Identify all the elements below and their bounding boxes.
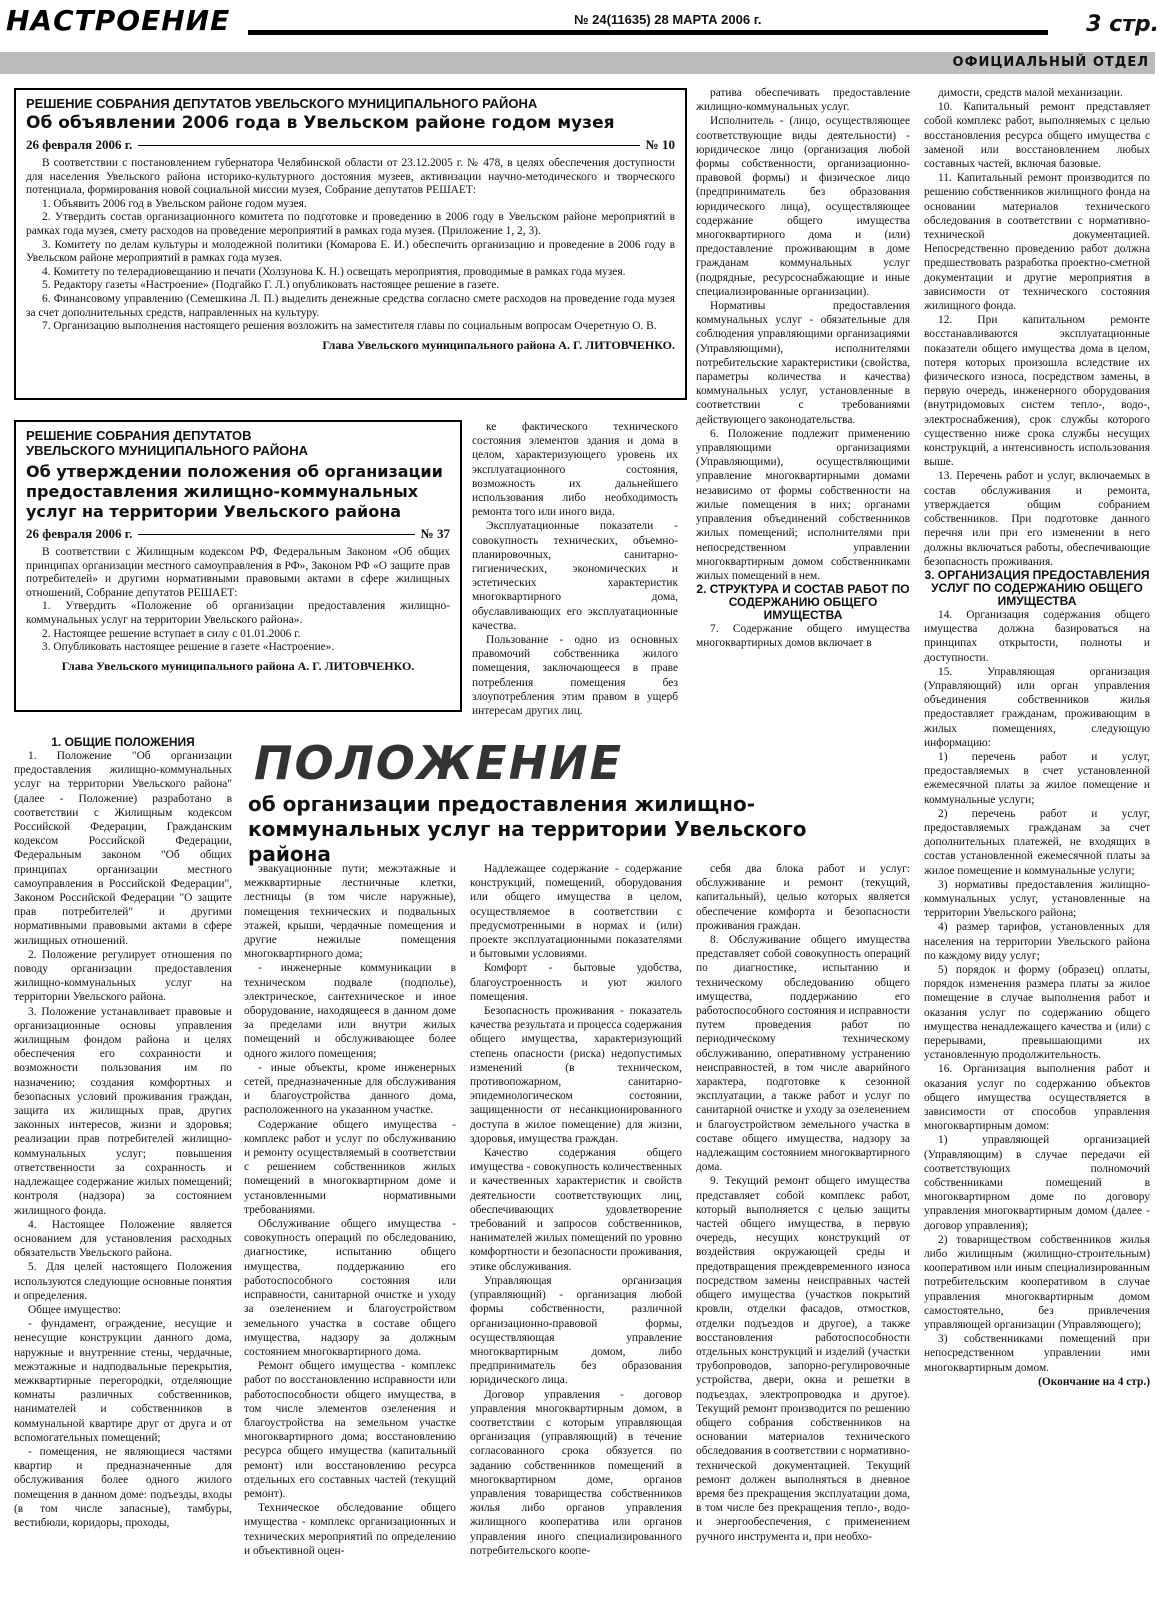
section-label: ОФИЦИАЛЬНЫЙ ОТДЕЛ: [952, 55, 1149, 70]
paragraph: Ремонт общего имущества - комплекс работ по восстановлению исправности или работоспособности общего имущества, в том числе элементов озеленения и благоустройства на земельном участке многоквартирного дома; восстановлению ресурса общего имущества (капитальный ремонт) или восстановлению ресурса отдельных его составных частей (текущий ремонт).: [244, 1360, 456, 1500]
paragraph: 1) перечень работ и услуг, предоставляемых в счет установленной ежемесячной платы за жилое помещение и коммунальные услуги;: [924, 750, 1150, 806]
decision-title: Об утверждении положения об организации предоставления жилищно-коммунальных услуг на территории Увельского района: [26, 462, 443, 521]
paragraph: 16. Организация выполнения работ и оказания услуг по содержанию объектов общего имущества осуществляется в зависимости от способов управления многоквартирным домом:: [924, 1063, 1150, 1133]
paragraph: 13. Перечень работ и услуг, включаемых в состав обслуживания и ремонта, утверждается общим собранием собственников. При подготовке данного перечня или при его изменении в него должны включаться работы, обеспечивающие безопасность проживания.: [924, 470, 1150, 568]
decision-number: № 10: [645, 137, 675, 152]
paragraph: 6. Финансовому управлению (Семешкина Л. П.) выделить денежные средства согласно смете расходов на проведение года музея за счет дополнительных средств, направленных на культуру.: [26, 292, 675, 319]
dateline-rule: [138, 145, 639, 146]
paragraph: 3. Положение устанавливает правовые и организационные основы управления жилищным фондом района и целях обеспечения его сохранности и возможности пользования им по назначению; создания комфортных и безопасных условий проживания граждан, защита их жилищных прав, других законных интересов, жизни и здоровья; реализации прав потребителей жилищно-коммунальных услуг; повышения ответственности за сохранность и надлежащее содержание жилых помещений; контроля (надзора) за состоянием жилищного фонда.: [14, 1005, 232, 1217]
decision-number: № 37: [420, 526, 450, 541]
paragraph: 10. Капитальный ремонт представляет собой комплекс работ, выполняемых с целью восстановления ресурса общего имущества с заменой или восстановлением любых составных частей, включая базовые.: [924, 101, 1150, 171]
paragraph: 7. Содержание общего имущества многоквартирных домов включает в: [696, 623, 910, 650]
paragraph: 5. Редактору газеты «Настроение» (Подгайко Г. Л.) опубликовать настоящее решение в газете.: [42, 279, 500, 292]
paragraph: 1. Объявить 2006 год в Увельском районе годом музея.: [42, 197, 307, 210]
paragraph: 1. Утвердить «Положение об организации предоставления жилищно-коммунальных услуг на территории Увельского района».: [26, 600, 450, 626]
newspaper-title: НАСТРОЕНИЕ: [6, 4, 231, 37]
paragraph: 15. Управляющая организация (Управляющий) или орган управления объединения собственников жилья предоставляет гражданам, проживающим в жилых помещениях, следующую информацию:: [924, 665, 1150, 749]
column-upper-mid-2: [696, 86, 910, 712]
decision-signature: Глава Увельского муниципального района А. Г. ЛИТОВЧЕНКО.: [322, 337, 675, 352]
decision-date: 26 февраля 2006 г.: [26, 526, 133, 541]
masthead: [0, 0, 1171, 44]
paragraph: - помещения, не являющиеся частями квартир и предназначенные для обслуживания более одного жилого помещения в данном доме: подъезды, входы (в том числе запасные), тамбуры, вестибюли, коридоры, проходы,: [14, 1445, 232, 1529]
column-lower-2: [244, 862, 456, 1618]
paragraph: В соответствии с Жилищным кодексом РФ, Федеральным Законом «Об общих принципах организации местного самоуправления в РФ», Законом РФ «О защите прав потребителей» и другими нормативными правовыми актами в сфере жилищных отношений, Собрание депутатов РЕШАЕТ:: [26, 546, 450, 599]
paragraph: В соответствии с постановлением губернатора Челябинской области от 23.12.2005 г. № 478, в целях обеспечения доступности для населения Увельского района историко-культурного достояния музеев, активизации научно-методического и творческого потенциала, формирования новой социальной миссии музея, Собрание депутатов РЕШАЕТ:: [26, 157, 675, 197]
paragraph: 2) товариществом собственников жилья либо жилищным (жилищно-строительным) кооперативом или иным специализированным потребительским кооперативом в случае управления многоквартирным домом самостоятельно, без привлечения управляющей организации (Управляющего);: [924, 1233, 1150, 1332]
paragraph: 4. Настоящее Положение является основанием для установления расходных обязательств Увельского района.: [14, 1218, 232, 1260]
paragraph: 2) перечень работ и услуг, предоставляемых гражданам за счет дополнительных платежей, не входящих в состав установленной ежемесячной платы за жилое помещение и коммунальные услуги;: [924, 807, 1150, 877]
paragraph: - иные объекты, кроме инженерных сетей, предназначенные для обслуживания и благоустройства данного дома, расположенного на указанном участке.: [244, 1061, 456, 1117]
dateline: [26, 526, 450, 542]
paragraph: Обслуживание общего имущества - совокупность операций по обследованию, диагностике, испытанию общего имущества, поддержанию его работоспособного состояния или исправности, санитарной очистке и уходу за озеленением и благоустройством земельного участка в составе общего имущества, надзору за должным состоянием многоквартирного дома.: [244, 1218, 456, 1358]
regulation-subtitle: об организации предоставления жилищно-коммунальных услуг на территории Увельского района: [248, 792, 807, 866]
paragraph: 8. Обслуживание общего имущества представляет собой совокупность операций по диагностике, испытанию и техническому обследованию общего имущества, поддержанию его работоспособного состояния и исправности путем проведения работ по периодическому техническому обслуживанию, оперативному устранению неисправностей, в том числе аварийного характера, подготовке к сезонной эксплуатации, а также работ и услуг по санитарной очистке и уходу за озеленением и благоустройством земельного участка в составе общего имущества, надзору за надлежащим состоянием многоквартирного дома.: [696, 934, 910, 1174]
decision-box-1: [14, 88, 687, 400]
paragraph: 1) управляющей организацией (Управляющим) в случае передачи ей соответствующих полномочий собственниками помещений в многоквартирном доме по договору управления многоквартирным домом (далее - договор управления);: [924, 1134, 1150, 1232]
paragraph: 2. Положение регулирует отношения по поводу организации предоставления жилищно-коммунальных услуг на территории Увельского района.: [14, 948, 232, 1004]
decision-signature: Глава Увельского муниципального района А. Г. ЛИТОВЧЕНКО.: [61, 658, 415, 673]
paragraph: эвакуационные пути; межэтажные и межквартирные лестничные клетки, лестницы (в том числе наружные), помещения технических и подвальных этажей, крыши, чердачные помещения и другие нежилые помещения многоквартирного дома;: [244, 863, 456, 961]
paragraph: Управляющая организация (управляющий) - организация любой формы собственности, различной организационно-правовой формы, осуществляющая управление многоквартирным домом, либо предприниматель без образования юридического лица.: [470, 1274, 682, 1387]
paragraph: 14. Организация содержания общего имущества должна базироваться на принципах открытости, полноты и доступности.: [924, 608, 1150, 664]
paragraph: 5) порядок и форму (образец) оплаты, порядок изменения размера платы за жилое помещение в случае выполнения работ и оказания услуг по содержанию общего имущества ненадлежащего качества и (или) с перерывами, превышающими их установленную продолжительность.: [924, 963, 1150, 1062]
paragraph: Пользование - одно из основных правомочий собственника жилого помещения, заключающееся в праве потребления помещения без злоупотребления этим правом в ущерб интересам других лиц.: [472, 634, 678, 718]
paragraph: ке фактического технического состояния элементов здания и дома в целом, характеризующего уровень их эксплуатационного состояния, возможность их дальнейшего использования либо необходимость ремонта того или иного вида.: [472, 421, 678, 519]
decision-kicker: РЕШЕНИЕ СОБРАНИЯ ДЕПУТАТОВ: [26, 428, 252, 443]
section-heading: 2. СТРУКТУРА И СОСТАВ РАБОТ ПО СОДЕРЖАНИЮ ОБЩЕГО ИМУЩЕСТВА: [696, 582, 910, 623]
paragraph: 3. Опубликовать настоящее решение в газете «Настроение».: [42, 641, 335, 654]
paragraph: 9. Текущий ремонт общего имущества представляет собой комплекс работ, который выполняется с целью защиты частей общего имущества, в первую очередь, несущих конструкций от воздействия окружающей среды и предотвращения преждевременного износа посредством замены неисправных частей общего имущества (участков покрытий кровли, отделки фасадов, отмостков, отделки подъездов и другое), а также восстановления работоспособности отдельных конструкций и изделий (участки трубопроводов, запорно-регулировочные устройства, двери, окна и решетки в подъездах, электропроводка и другое). Текущий ремонт производится по решению общего собрания собственников на основании материалов технического обследования в соответствии с нормативно-технической документацией. Текущий ремонт должен выполняться в дневное время без прекращения эксплуатации дома, в том числе без прекращения тепло-, водо- и энергообеспечения, с применением ручного инструмента и, при необхо-: [696, 1175, 910, 1543]
column-lower-4: [696, 862, 910, 1618]
paragraph: Общее имущество:: [28, 1303, 122, 1316]
paragraph: 4. Комитету по телерадиовещанию и печати (Холзунова К. Н.) освещать мероприятия, проводимые в рамках года музея.: [42, 265, 626, 278]
column-lower-3: [470, 862, 682, 1618]
paragraph: димости, средств малой механизации.: [938, 87, 1123, 99]
paragraph: - инженерные коммуникации в техническом подвале (подполье), электрическое, сантехническое и иное оборудование, находящееся в данном доме за пределами или внутри жилых помещений и обслуживающее более одного жилого помещения;: [244, 962, 456, 1060]
page-number: 3 стр.: [1082, 12, 1159, 37]
paragraph: 3) нормативы предоставления жилищно-коммунальных услуг, установленные на территории Увельского района;: [924, 878, 1150, 920]
paragraph: Содержание общего имущества - комплекс работ и услуг по обслуживанию и ремонту осуществляемый в соответствии с решением собственников жилых помещений в многоквартирном доме и установленными нормативными требованиями.: [244, 1118, 456, 1216]
paragraph: Комфорт - бытовые удобства, благоустроенность и уют жилого помещения.: [470, 962, 682, 1003]
paragraph: 4) размер тарифов, установленных для населения на территории Увельского района по каждому виду услуг;: [924, 921, 1150, 962]
decision-kicker: РЕШЕНИЕ СОБРАНИЯ ДЕПУТАТОВ УВЕЛЬСКОГО МУНИЦИПАЛЬНОГО РАЙОНА: [26, 96, 538, 111]
paragraph: 1. Положение "Об организации предоставления жилищно-коммунальных услуг на территории Увельского района" (далее - Положение) разработано в соответствии с Жилищным кодексом Российской Федерации, Гражданским кодексом Российской Федерации, Федеральным законом "Об общих принципах организации местного самоуправления в Российской Федерации", Законом Российской Федерации "О защите прав потребителей" и другими нормативными правовыми актами в сфере жилищных отношений.: [14, 750, 232, 947]
paragraph: Техническое обследование общего имущества - комплекс организационных и технических мероприятий по определению и объективной оцен-: [244, 1502, 456, 1557]
dateline-rule: [138, 534, 414, 535]
decision-date: 26 февраля 2006 г.: [26, 137, 133, 152]
issue-line: № 24(11635) 28 МАРТА 2006 г.: [570, 12, 765, 27]
paragraph: 6. Положение подлежит применению управляющими организациями (Управляющими), осуществляющими управление многоквартирными домами независимо от формы собственности на жилые помещения в них; органами управления объединений собственников жилых помещений; исполнителями при непосредственном управлении многоквартирным домом собственниками жилых помещений в нем.: [696, 427, 910, 582]
continued-note: (Окончание на 4 стр.): [1038, 1375, 1150, 1388]
paragraph: 12. При капитальном ремонте восстанавливаются эксплуатационные показатели общего имущества дома в целом, потеря которых произошла вследствие их физического износа, посредством замены, в первую очередь, инженерного оборудования (внутридомовых систем тепло-, водо-, электроснабжения), срок службы которого существенно ниже срока службы несущих конструкций, а интенсивность использования выше.: [924, 314, 1150, 469]
paragraph: - фундамент, ограждение, несущие и ненесущие конструкции данного дома, наружные и внутренние стены, чердачные, межэтажные и надподвальные перекрытия, межквартирные перегородки, отделяющие комнаты различных собственников, нанимателей и собственников в коммунальной квартире друг от друга и от вспомогательных помещений;: [14, 1318, 232, 1444]
decision-body: [26, 546, 450, 655]
dateline: [26, 137, 675, 153]
paragraph: Нормативы предоставления коммунальных услуг - обязательные для соблюдения управляющими организациями (Управляющими), исполнителями потребительские характеристики (свойства, параметры количества и качества) коммунальных услуг, установленные в соответствии с требованиями действующего законодательства.: [696, 300, 910, 426]
paragraph: 5. Для целей настоящего Положения используются следующие основные понятия и определения.: [14, 1261, 232, 1302]
section-heading: 3. ОРГАНИЗАЦИЯ ПРЕДОСТАВЛЕНИЯ УСЛУГ ПО СОДЕРЖАНИЮ ОБЩЕГО ИМУЩЕСТВА: [924, 567, 1150, 608]
regulation-title: ПОЛОЖЕНИЕ: [254, 736, 624, 790]
decision-box-2: [14, 420, 462, 712]
paragraph: Качество содержания общего имущества - совокупность количественных и качественных характеристик и свойств деятельности соответствующих лиц, обеспечивающих удовлетворение требований и запросов собственников, нанимателей жилых помещений по уровню комфортности и безопасности проживания, этике обслуживания.: [470, 1147, 682, 1273]
paragraph: Эксплуатационные показатели - совокупность технических, объемно-планировочных, санитарно-гигиенических, экономических и эстетических характеристик многоквартирного дома, обуславливающих его эксплуатационные качества.: [472, 520, 678, 632]
paragraph: 3. Комитету по делам культуры и молодежной политики (Комарова Е. И.) обеспечить организацию и проведение в 2006 году в Увельском районе мероприятий в рамках года музея.: [26, 238, 675, 265]
column-upper-mid-1: [472, 420, 678, 718]
paragraph: Исполнитель - (лицо, осуществляющее соответствующие виды деятельности) - юридическое лицо (организация любой формы собственности, организационно-правовой формы) и физическое лицо (предприниматель без образования юридического лица), осуществляющее содержание общего имущества многоквартирного дома и (или) предоставление проживающим в доме гражданам коммунальных услуг (подрядные, ресурсоснабжающие и иные специализированные организации).: [696, 115, 910, 298]
section-heading: 1. ОБЩИЕ ПОЛОЖЕНИЯ: [51, 735, 195, 749]
decision-kicker: УВЕЛЬСКОГО МУНИЦИПАЛЬНОГО РАЙОНА: [26, 443, 309, 458]
paragraph: 3) собственниками помещений при непосредственном управлении ими многоквартирным домом.: [924, 1333, 1150, 1374]
masthead-rule: [248, 30, 1048, 35]
paragraph: Безопасность проживания - показатель качества результата и процесса содержания общего имущества, характеризующий степень опасности (риска) недопустимых изменений (в техническом, противопожарном, санитарно-эпидемиологическом состоянии, защищенности от несанкционированного доступа в жилое помещение) для жизни, здоровья, имущества граждан.: [470, 1005, 682, 1145]
decision-body: [26, 157, 675, 334]
paragraph: ратива обеспечивать предоставление жилищно-коммунальных услуг.: [696, 87, 910, 114]
paragraph: Надлежащее содержание - содержание конструкций, помещений, оборудования или общего имущества в целом, осуществляемое в соответствии с предусмотренными в нормах и (или) проекте эксплуатационными показателями и бытовыми условиями.: [470, 863, 682, 961]
paragraph: Договор управления - договор управления многоквартирным домом, в соответствии с которым управляющая организация (управляющий) в течение согласованного срока обязуется по заданию собственников помещений в многоквартирном доме, органов управления товарищества собственников жилья либо органов управления жилищного кооператива или органов управления иного специализированного потребительского коопе-: [470, 1388, 682, 1557]
paragraph: 2. Утвердить состав организационного комитета по подготовке и проведению в 2006 году в Увельском районе мероприятий в рамках года музея, смету расходов на проведение мероприятий в рамках года музея. (Приложение 1, 2, 3).: [26, 211, 675, 237]
paragraph: себя два блока работ и услуг: обслуживание и ремонт (текущий, капитальный), целью которых является обеспечение комфорта и безопасности проживания граждан.: [696, 863, 910, 932]
paragraph: 2. Настоящее решение вступает в силу с 01.01.2006 г.: [42, 627, 301, 640]
paragraph: 11. Капитальный ремонт производится по решению собственников жилищного фонда на основании материалов технического обследования в соответствии с нормативно-технической документацией. Непосредственно проведению работ должна предшествовать разработка проектно-сметной документации и другие мероприятия в зависимости от технического состояния жилищного фонда.: [924, 172, 1150, 313]
column-lower-1: [14, 736, 232, 1618]
paragraph: 7. Организацию выполнения настоящего решения возложить на заместителя главы по социальным вопросам Очеретную О. В.: [42, 320, 657, 333]
decision-title: Об объявлении 2006 года в Увельском районе годом музея: [26, 113, 615, 133]
column-right: [924, 86, 1150, 1616]
